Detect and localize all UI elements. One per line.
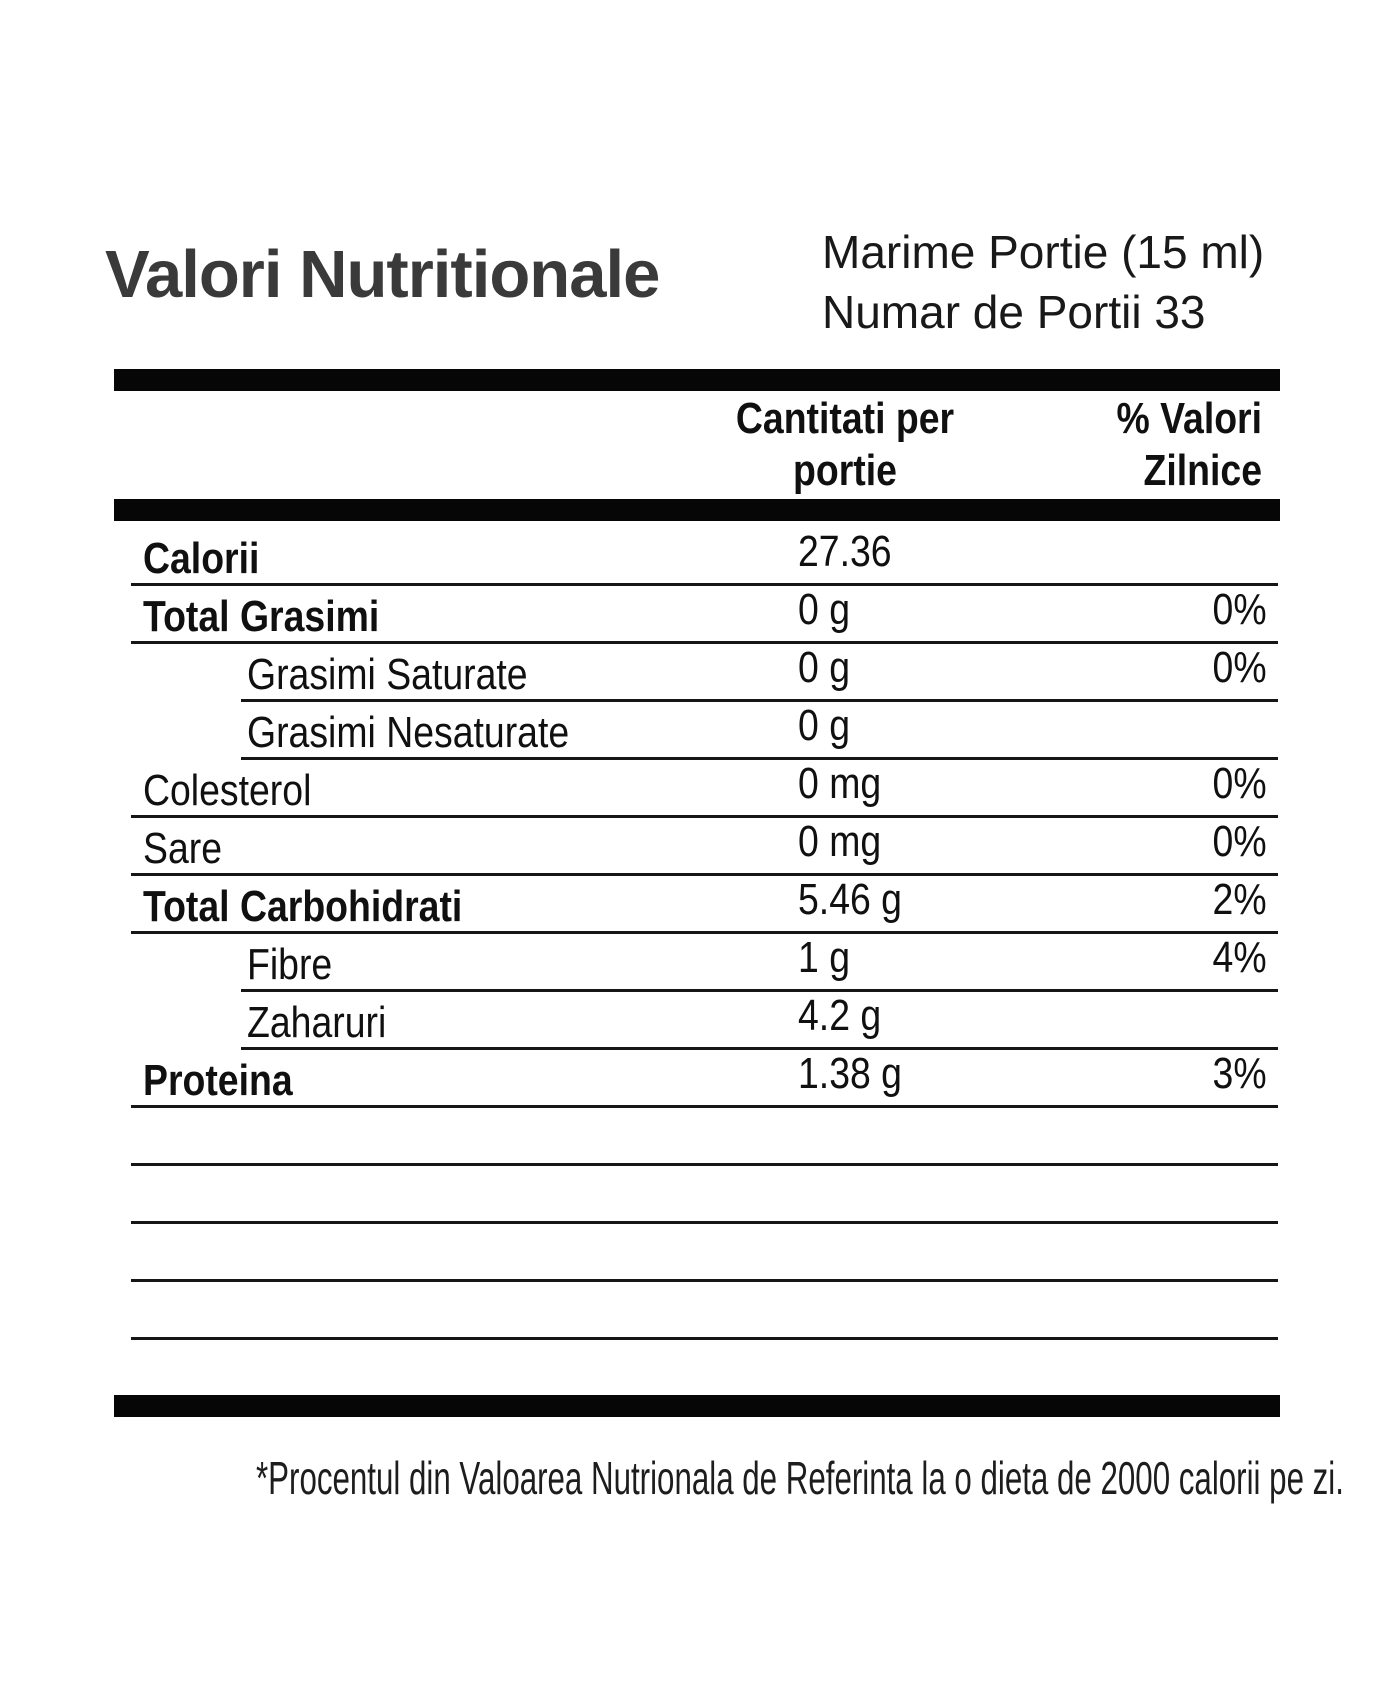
nutrient-row [0,644,1400,702]
footnote [0,1450,1400,1506]
row-divider-line [131,1337,1278,1340]
nutrient-amount: 0 g [798,701,850,750]
nutrient-name: Total Carbohidrati [143,882,463,931]
nutrient-row [0,818,1400,876]
nutrient-amount: 0 mg [798,759,882,808]
nutrient-name: Grasimi Nesaturate [247,708,570,757]
page-title [105,237,660,312]
page-title-text: Valori Nutritionale [105,237,660,312]
nutrient-amount: 1.38 g [798,1049,902,1098]
serving-size-text: Marime Portie (15 ml) [822,226,1265,278]
nutrient-row [0,934,1400,992]
nutrient-name: Fibre [247,940,333,989]
nutrient-row [0,760,1400,818]
servings-per-container-text: Numar de Portii 33 [822,286,1206,338]
nutrient-row [0,876,1400,934]
divider-bar-header [114,499,1280,521]
column-header-daily-value-text: % Valori Zilnice [1116,394,1262,495]
nutrient-row [0,1050,1400,1108]
nutrient-name: Proteina [143,1056,293,1105]
nutrient-name: Colesterol [143,766,312,815]
nutrient-amount: 5.46 g [798,875,902,924]
footnote-text: *Procentul din Valoarea Nutrionala de Referinta la o dieta de 2000 calorii pe zi. [255,1452,1344,1504]
nutrient-amount: 27.36 [798,527,892,576]
nutrient-row [0,702,1400,760]
nutrient-daily-value: 0% [1212,817,1267,866]
nutrient-daily-value: 3% [1212,1049,1267,1098]
empty-row [0,1282,1400,1340]
nutrient-name: Calorii [143,534,260,583]
nutrient-rows [0,521,1400,1340]
nutrient-name: Zaharuri [247,998,387,1047]
empty-row [0,1224,1400,1282]
nutrient-daily-value: 0% [1212,759,1267,808]
nutrient-name: Sare [143,824,223,873]
nutrient-amount: 4.2 g [798,991,882,1040]
nutrient-amount: 0 g [798,643,850,692]
empty-row [0,1108,1400,1166]
nutrient-amount: 0 mg [798,817,882,866]
empty-row [0,1166,1400,1224]
nutrient-amount: 1 g [798,933,850,982]
nutrient-name: Total Grasimi [143,592,380,641]
column-header-daily-value [950,393,1262,497]
nutrient-amount: 0 g [798,585,850,634]
nutrient-row [0,521,1400,586]
divider-bar-top [114,369,1280,391]
divider-bar-bottom [114,1395,1280,1417]
nutrient-daily-value: 4% [1212,933,1267,982]
nutrient-daily-value: 2% [1212,875,1267,924]
nutrient-row [0,992,1400,1050]
nutrient-daily-value: 0% [1212,643,1267,692]
nutrient-row [0,586,1400,644]
column-header-amount-text: Cantitati per portie [735,394,955,495]
serving-info [822,222,1264,342]
nutrient-daily-value: 0% [1212,585,1267,634]
nutrient-name: Grasimi Saturate [247,650,528,699]
